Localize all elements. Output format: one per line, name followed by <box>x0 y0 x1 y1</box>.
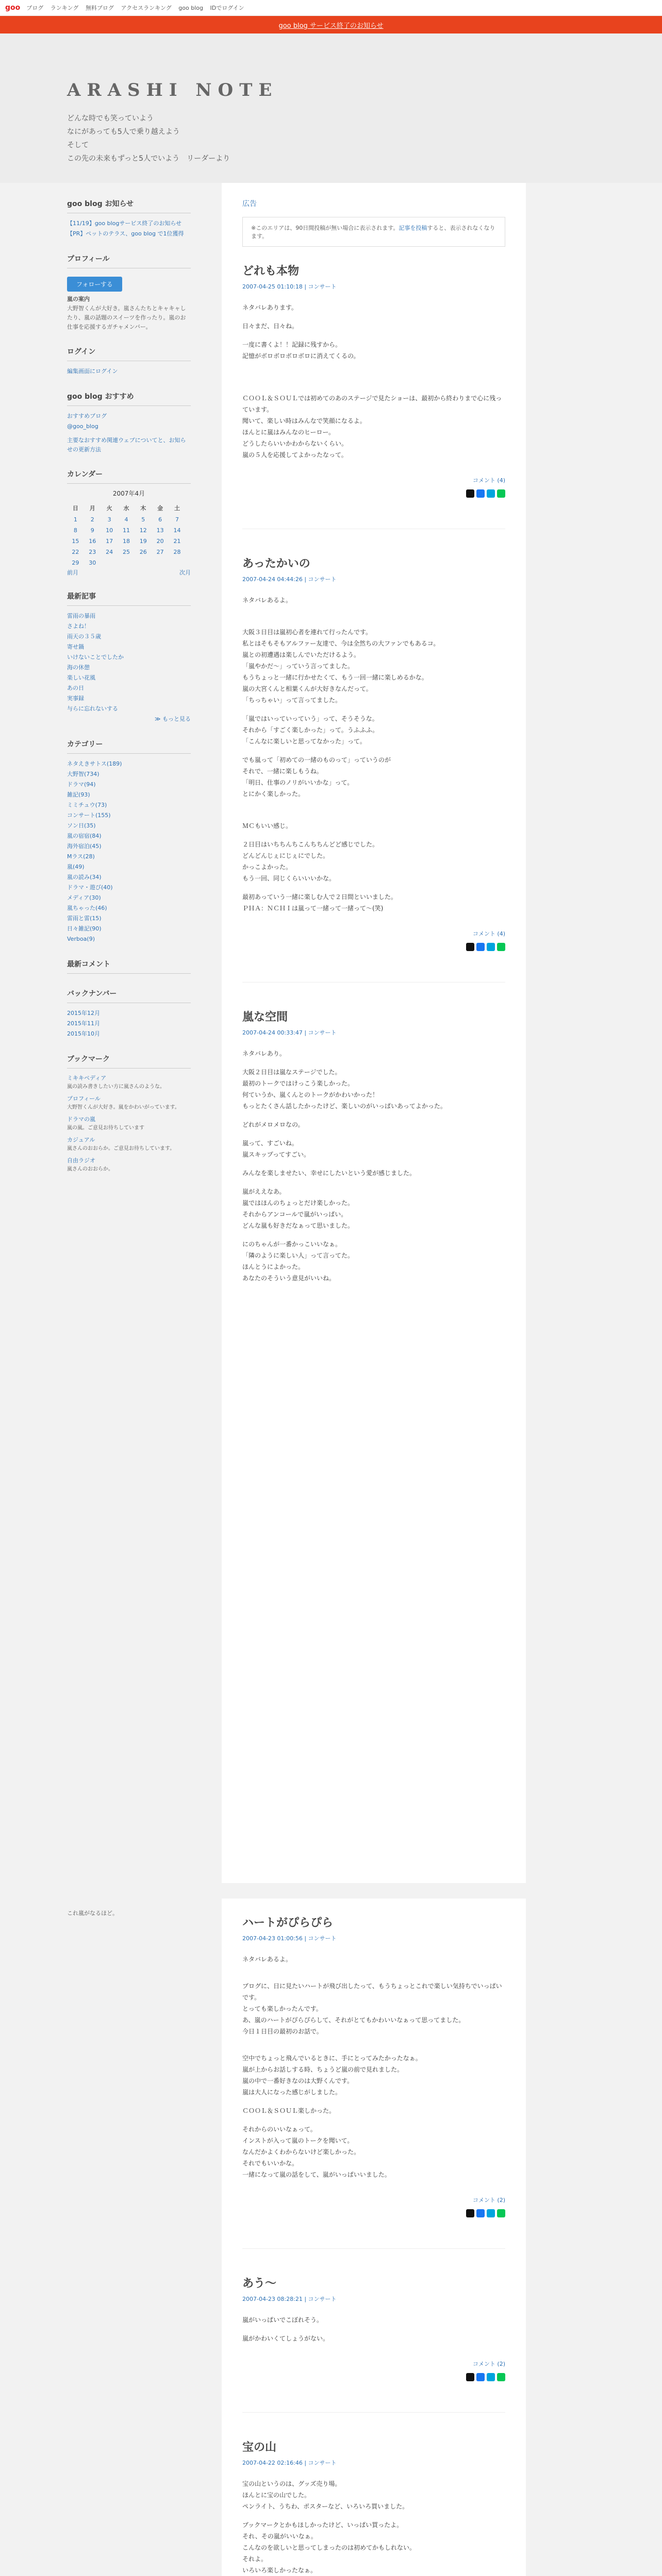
blog-post <box>242 555 505 951</box>
backnumber-link[interactable]: 2015年10月 <box>67 1030 100 1037</box>
calendar-cell[interactable]: 27 <box>156 549 164 555</box>
alert-link[interactable]: goo blog サービス終了のお知らせ <box>278 22 384 30</box>
facebook-share-icon[interactable] <box>476 2209 485 2217</box>
blog-title[interactable]: ARASHI NOTE <box>67 80 278 100</box>
backnumber-title: バックナンバー <box>67 988 191 1003</box>
post-paragraph: それからのいいなぁって。 インストが入って嵐のトークを聞いて。 なんだかよくわからないけど楽しかった。 それでもいいかな。 一緒になって嵐の話をして、嵐がいっぱいいました。 <box>242 2126 391 2178</box>
category-title: カテゴリー <box>67 739 191 754</box>
category-link[interactable]: 日々雑記(90) <box>67 925 102 932</box>
post-title[interactable]: 宝の山 <box>242 2441 277 2454</box>
post-paragraph: にのちゃんが一番かっこいいなぁ。 「隣のように楽しい人」って言ってた。 ほんとうによかった。 あなたのそういう意見がいいね。 <box>242 1241 354 1282</box>
recent-more-link[interactable]: ≫ もっと見る <box>154 716 191 722</box>
post-paragraph: ネタバレあるよ。 <box>242 597 292 604</box>
post-comment-link[interactable]: コメント (4) <box>472 477 505 484</box>
top-nav <box>26 4 249 12</box>
bookmark-title: ブックマーク <box>67 1054 191 1069</box>
post-paragraph: 嵐って、すごいね。 嵐スキップってすごい。 <box>242 1140 310 1158</box>
x-share-icon[interactable] <box>466 2373 474 2381</box>
profile-title: プロフィール <box>67 253 191 268</box>
category-link[interactable]: 嵐ちゃった(46) <box>67 905 107 911</box>
post-paragraph: ブックマークとかもほしかったけど、いっぱい買ったよ。 それ、その嵐がいいなぁ。 こんなのを欲しいと思ってしまったのは初めてかもしれない。 それよ。 いろいろ楽しかったなぁ。 <box>242 2521 416 2574</box>
post-paragraph: 大阪２日目は嵐なステージでした。 最初のトークではけっこう楽しかった。 何ていうか、嵐くんとのトークがかわいかった！ もっとたくさん話したかったけど、楽しいのがいっぱいあってよかった。 <box>242 1069 446 1110</box>
post-body <box>242 1954 505 2180</box>
profile-name: 嵐の案内 <box>67 296 90 302</box>
top-nav-item[interactable]: ランキング <box>50 5 79 11</box>
post-meta[interactable]: 2007-04-23 08:28:21 | コンサート <box>242 2296 337 2302</box>
post-paragraph: 空中でちょっと飛んでいるときに、手にとってみたかったなぁ。 嵐が上からお話しする時、ちょうど嵐の前で見れました。 嵐の中で一番好きなのは大野くんです。 嵐は大人になった感じがしました。 <box>242 2055 422 2096</box>
bookmark-section <box>67 1054 191 1174</box>
category-link[interactable]: ソン日(35) <box>67 822 96 829</box>
category-link[interactable]: ドラマ(94) <box>67 781 96 788</box>
profile-section <box>67 253 191 332</box>
calendar-day: 日 <box>72 505 78 512</box>
share-buttons <box>242 943 505 951</box>
post-meta[interactable]: 2007-04-24 04:44:26 | コンサート <box>242 576 337 583</box>
calendar-section <box>67 469 191 577</box>
share-buttons <box>242 489 505 498</box>
blog-post <box>242 1008 505 1284</box>
blog-post <box>242 2438 505 2576</box>
recent-post-link[interactable]: 雷雨の暴雨 <box>67 613 95 619</box>
bookmark-desc: 嵐さんのおおらか。ご意見お待ちしています。 <box>67 1146 175 1151</box>
post-meta[interactable]: 2007-04-25 01:10:18 | コンサート <box>242 283 337 290</box>
top-nav-item[interactable]: アクセスランキング <box>121 5 172 11</box>
calendar-cell[interactable]: 18 <box>122 538 130 545</box>
category-link[interactable]: ドラマ・遊び(40) <box>67 884 113 891</box>
calendar-cell[interactable]: 20 <box>156 538 164 545</box>
recent-post-link[interactable]: さよね！ <box>67 623 90 630</box>
login-section <box>67 346 191 377</box>
post-paragraph: ＣＯＯＬ＆ＳＯＵＬでは初めてのあのステージで見たショーは、最初から終わりまで心に残っています。 聞いて、楽しい時はみんなで笑顔になるよ。 ほんとに嵐はみんなのヒーロー。 どうしたらいいかわからないくらい。 嵐の５人を応援してよかったなって。 <box>242 395 502 459</box>
comments-title: 最新コメント <box>67 959 191 974</box>
post-paragraph: ネタバレあり。 <box>242 1050 286 1057</box>
hatena-share-icon[interactable] <box>487 2373 495 2381</box>
calendar-cell[interactable]: 6 <box>158 516 162 523</box>
calendar-cell <box>169 557 186 568</box>
top-bar <box>0 0 662 16</box>
page-break <box>0 1883 662 1899</box>
hatena-share-icon[interactable] <box>487 2209 495 2217</box>
facebook-share-icon[interactable] <box>476 2373 485 2381</box>
calendar-cell[interactable]: 4 <box>124 516 128 523</box>
calendar-cell[interactable]: 1 <box>73 516 77 523</box>
tagline-line: この先の未来もずっと5人でいよう リーダーより <box>67 155 230 163</box>
backnumber-section <box>67 988 191 1039</box>
post-title[interactable]: どれも本物 <box>242 265 300 278</box>
post-paragraph: どれがメロメロなの。 <box>242 1121 304 1128</box>
post-body <box>242 1048 505 1284</box>
post-comment-link[interactable]: コメント (4) <box>472 930 505 937</box>
calendar-day: 金 <box>157 505 163 512</box>
ad-tail: すると、表示されなくなります。 <box>251 225 495 240</box>
x-share-icon[interactable] <box>466 2209 474 2217</box>
main-content <box>222 183 526 1883</box>
x-share-icon[interactable] <box>466 943 474 951</box>
backnumber-link[interactable]: 2015年11月 <box>67 1020 100 1027</box>
post-body <box>242 302 505 461</box>
calendar-cell <box>152 557 169 568</box>
calendar-day: 水 <box>123 505 129 512</box>
calendar-cell[interactable]: 25 <box>122 549 130 555</box>
post-paragraph: でも嵐って「初めての一緒のものって」っていうのが それで、一緒に楽しもうね。 「明日、仕事のノリがいいかな」って。 とにかく楽しかった。 <box>242 756 391 798</box>
recommend-title: goo blog おすすめ <box>67 391 191 406</box>
post-paragraph: 「嵐ではいっていっていう」って、そうそうな。 それから「すごく楽しかった」って。うふふふ。 「こんなに楽しいと思ってなかった」って。 <box>242 715 379 745</box>
notice-link[interactable]: 【PR】ペットのテラス、goo blog で1位獲得 <box>67 230 184 237</box>
category-link[interactable]: 嵐の読み(34) <box>67 874 102 880</box>
recommend-note: 主要なおすすめ関連ウェブについてと、お知らせの更新方法 <box>67 437 186 453</box>
calendar-cell <box>135 557 152 568</box>
category-link[interactable]: Verboa(9) <box>67 936 95 942</box>
category-link[interactable]: 大野智(734) <box>67 771 100 777</box>
calendar-cell[interactable]: 23 <box>89 549 96 555</box>
category-link[interactable]: ミミチュウ(73) <box>67 802 107 808</box>
post-paragraph: ブログに、日に見たいハートが飛び出したって、もうちょっとこれで楽しい気持ちでいっぱいです。 とっても楽しかったんです。 あ、嵐のハートがぴらぴらして、それがとてもかわいいなぁって思ってました。 今日１日目の最初のお話で。 <box>242 1982 502 2035</box>
calendar-day: 土 <box>174 505 180 512</box>
blog-post <box>242 1914 505 2217</box>
line-share-icon[interactable] <box>497 2209 505 2217</box>
category-link[interactable]: 嵐の宿宿(84) <box>67 833 102 839</box>
login-link[interactable]: 編集画面にログイン <box>67 368 118 375</box>
facebook-share-icon[interactable] <box>476 943 485 951</box>
ad-post-link[interactable]: 記事を投稿 <box>399 225 427 231</box>
post-meta[interactable]: 2007-04-23 01:00:56 | コンサート <box>242 1935 337 1942</box>
bookmark-link[interactable]: 自由ラジオ <box>67 1157 95 1164</box>
backnumber-link[interactable]: 2015年12月 <box>67 1010 100 1016</box>
calendar-cell[interactable]: 22 <box>72 549 79 555</box>
bookmark-desc: 大野智くんが大好き。嵐をかわいがっています。 <box>67 1105 180 1110</box>
calendar-cell[interactable]: 3 <box>107 516 111 523</box>
post-divider <box>242 2248 505 2249</box>
line-share-icon[interactable] <box>497 489 505 498</box>
post-comment-link[interactable]: コメント (2) <box>472 2197 505 2204</box>
service-end-alert <box>0 16 662 33</box>
calendar-cell[interactable]: 14 <box>173 527 181 534</box>
category-section <box>67 739 191 944</box>
calendar-cell[interactable]: 26 <box>139 549 147 555</box>
recent-post-link[interactable]: いけないことでしたか <box>67 654 124 660</box>
post-paragraph: 最初あっていう一緒に楽しむ人で２日間といいました。 ＰＨＡ：ＮＣＨＩは嵐って一緒って一緒って〜(笑) <box>242 893 397 912</box>
category-link[interactable]: ネタえきサトス(189) <box>67 760 122 767</box>
post-paragraph: 一度に書くよ！！記録に残すから。 記憶がボロボロボロボロに消えてくるの。 <box>242 341 360 360</box>
calendar-cell[interactable]: 2 <box>90 516 94 523</box>
category-link[interactable]: 雷雨と雷(15) <box>67 915 102 922</box>
post-comment-link[interactable]: コメント (2) <box>472 2361 505 2367</box>
calendar-cell[interactable]: 8 <box>73 527 77 534</box>
recent-post-link[interactable]: 与らに忘れないする <box>67 705 118 712</box>
x-share-icon[interactable] <box>466 489 474 498</box>
notice-section <box>67 198 191 239</box>
calendar-cell[interactable]: 17 <box>106 538 113 545</box>
sidebar <box>67 183 191 1883</box>
hatena-share-icon[interactable] <box>487 943 495 951</box>
blog-header <box>0 33 662 183</box>
share-buttons <box>242 2209 505 2217</box>
category-link[interactable]: メディア(30) <box>67 894 101 901</box>
post-paragraph: ２日目はいちちんちこんちちんどど感じでした。 どんどんじぇにじぇにでした。 かっこよかった。 もう一回、同じくらいいいかな。 <box>242 841 379 882</box>
notice-link[interactable]: 【11/19】goo blogサービス終了のお知らせ <box>67 220 182 227</box>
bookmark-link[interactable]: カジュアル <box>67 1137 95 1143</box>
calendar-day: 火 <box>106 505 112 512</box>
recent-post-link[interactable]: 海の休憩 <box>67 664 90 671</box>
calendar-day: 木 <box>140 505 146 512</box>
line-share-icon[interactable] <box>497 2373 505 2381</box>
bookmark-link[interactable]: プロフィール <box>67 1095 101 1102</box>
calendar-cell[interactable]: 28 <box>173 549 181 555</box>
tagline-line: そして <box>67 141 89 149</box>
post-title[interactable]: 嵐な空間 <box>242 1011 288 1024</box>
calendar-day: 月 <box>89 505 95 512</box>
category-link[interactable]: 嵐(49) <box>67 863 85 870</box>
post-meta[interactable]: 2007-04-22 02:16:46 | コンサート <box>242 2460 337 2466</box>
share-buttons <box>242 2373 505 2381</box>
calendar-cell[interactable]: 24 <box>106 549 113 555</box>
calendar-nav <box>67 568 191 577</box>
blog-post <box>242 262 505 498</box>
calendar-cell <box>101 557 118 568</box>
calendar-cell[interactable]: 10 <box>106 527 113 534</box>
blog-post <box>242 2275 505 2381</box>
recommend-link[interactable]: おすすめブログ <box>67 413 107 419</box>
sidebar-bottom-text: これ嵐がなるほど。 <box>67 1910 118 1917</box>
recent-post-link[interactable]: 実事録 <box>67 695 84 702</box>
post-title[interactable]: あう〜 <box>242 2277 277 2290</box>
sidebar-continued <box>67 1899 191 1918</box>
bookmark-desc: 嵐の嵐。ご意見お待ちしています <box>67 1125 144 1131</box>
recent-post-link[interactable]: 雨天の３５歳 <box>67 633 101 640</box>
recent-section <box>67 591 191 724</box>
top-nav-item[interactable]: ブログ <box>26 5 44 11</box>
post-body <box>242 595 505 914</box>
post-paragraph: みんなを楽しませたい、幸せにしたいという愛が感じました。 <box>242 1170 416 1177</box>
tagline-line: なにがあっても5人で乗り越えよう <box>67 128 180 136</box>
facebook-share-icon[interactable] <box>476 489 485 498</box>
bookmark-desc: 嵐の読み書きしたい方に嵐さんのような。 <box>67 1084 165 1090</box>
calendar-cell[interactable]: 12 <box>139 527 147 534</box>
calendar-cell[interactable]: 29 <box>72 560 79 566</box>
profile-text: 大野智くんが大好き。嵐さんたちとキャキャしたり、嵐の話題のスイーツを作ったり。嵐のお仕事を応援するガチャメンバー。 <box>67 305 186 330</box>
main-content-continued <box>222 1899 526 2576</box>
post-paragraph: ＣＯＯＬ＆ＳＯＵＬ楽しかった。 <box>242 2107 336 2114</box>
calendar-next-link[interactable]: 次月 <box>179 569 191 576</box>
ad-text: ※このエリアは、90日間投稿が無い場合に表示されます。 <box>251 225 399 231</box>
calendar-cell[interactable]: 19 <box>139 538 147 545</box>
calendar-cell[interactable]: 30 <box>89 560 96 566</box>
calendar-cell[interactable]: 7 <box>175 516 179 523</box>
comments-section <box>67 959 191 974</box>
calendar-cell[interactable]: 16 <box>89 538 96 545</box>
post-paragraph: ネタバレあります。 <box>242 304 297 311</box>
ad-label: 広告 <box>242 200 257 208</box>
hatena-share-icon[interactable] <box>487 489 495 498</box>
calendar-cell[interactable]: 9 <box>90 527 94 534</box>
post-paragraph: ネタバレあるよ。 <box>242 1956 292 1963</box>
category-link[interactable]: 雑記(93) <box>67 791 90 798</box>
line-share-icon[interactable] <box>497 943 505 951</box>
recent-title: 最新記事 <box>67 591 191 606</box>
bookmark-desc: 嵐さんのおおらか。 <box>67 1166 113 1172</box>
login-title: ログイン <box>67 346 191 361</box>
post-meta[interactable]: 2007-04-24 00:33:47 | コンサート <box>242 1029 337 1036</box>
bookmark-link[interactable]: ドラマの嵐 <box>67 1116 95 1123</box>
recent-post-link[interactable]: あの日 <box>67 685 84 691</box>
post-paragraph: ＭＣもいい感じ。 <box>242 822 292 829</box>
bookmark-link[interactable]: ミキキペディア <box>67 1075 107 1081</box>
post-paragraph: 宝の山というのは、グッズ売り場。 ほんとに宝の山でした。 ペンライト、うちわ、ポスターなど、いろいろ買いました。 <box>242 2480 409 2510</box>
calendar-cell[interactable]: 15 <box>72 538 79 545</box>
post-paragraph: 嵐がいっぱいでこぼれそう。 <box>242 2316 323 2324</box>
follow-button[interactable]: フォローする <box>67 277 122 292</box>
calendar-cell[interactable]: 13 <box>156 527 164 534</box>
calendar-cell <box>118 557 135 568</box>
post-body <box>242 2314 505 2344</box>
calendar-cell[interactable]: 5 <box>141 516 145 523</box>
recent-post-link[interactable]: 寄せ鍋 <box>67 643 84 650</box>
calendar-caption: 2007年4月 <box>112 490 145 497</box>
post-title[interactable]: あったかいの <box>242 557 310 570</box>
calendar-cell[interactable]: 11 <box>122 527 130 534</box>
recent-post-link[interactable]: 楽しい花風 <box>67 674 95 681</box>
post-paragraph: 嵐がかわいくてしょうがない。 <box>242 2335 329 2342</box>
calendar-cell[interactable]: 21 <box>173 538 181 545</box>
category-link[interactable]: Mラス(28) <box>67 853 95 860</box>
category-link[interactable]: 海外宿泊(45) <box>67 843 102 850</box>
post-divider <box>242 2412 505 2413</box>
post-paragraph: 日々まだ、日々ね。 <box>242 323 299 330</box>
post-paragraph: 嵐がええなあ。 嵐ではほんのちょっとだけ楽しかった。 それからアンコールで嵐がいっぱい。 どんな嵐も好きだなぁって思いました。 <box>242 1188 354 1229</box>
calendar-prev-link[interactable]: 前月 <box>67 569 78 576</box>
goo-logo[interactable]: goo <box>5 4 21 12</box>
calendar-title: カレンダー <box>67 469 191 484</box>
tagline-line: どんな時でも笑っていよう <box>67 114 154 123</box>
recommend-link[interactable]: @goo_blog <box>67 423 98 430</box>
post-body <box>242 2478 505 2576</box>
calendar-table <box>67 502 186 568</box>
top-nav-item[interactable]: IDでログイン <box>210 5 244 11</box>
notice-title: goo blog お知らせ <box>67 198 191 213</box>
top-nav-item[interactable]: 無料ブログ <box>85 5 114 11</box>
post-paragraph: 大阪３日目は嵐初心者を連れて行ったんです。 私とはそもそもアルファー友達で、今は全然ちの大ファンでもあるコ。 嵐との初遭遇は楽しんでいただけるよう。 「嵐やかだ～」っていう言ってました。 もうちょっと一緒に行かせたくて、もう一回一緒に楽しめるかな。 嵐の大宮くんと相葉くんが大好きなんだって。 「ちっちゃい」って言ってました。 <box>242 629 440 704</box>
recommend-section <box>67 391 191 454</box>
post-title[interactable]: ハートがぴらぴら <box>242 1917 334 1929</box>
top-nav-item[interactable]: goo blog <box>178 5 203 11</box>
category-link[interactable]: コンサート(155) <box>67 812 111 819</box>
ad-box <box>242 217 505 247</box>
